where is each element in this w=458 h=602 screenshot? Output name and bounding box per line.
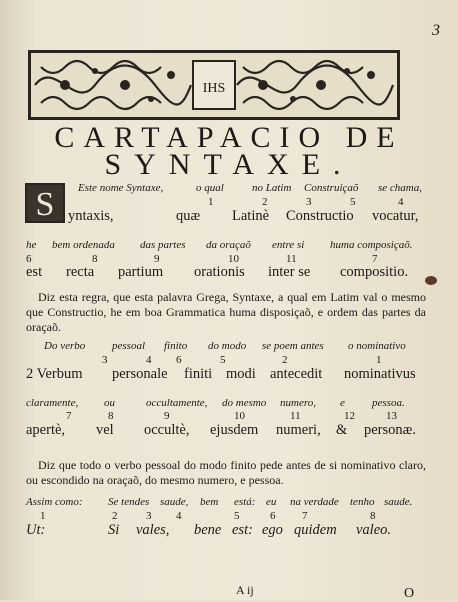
latin-word: personæ.	[364, 422, 416, 438]
gloss-word: se poem antes	[262, 340, 324, 352]
latin-word: Latinè	[232, 208, 270, 224]
gloss-word: ou	[104, 397, 115, 409]
latin-word: nominativus	[344, 366, 416, 382]
order-number: 10	[234, 410, 245, 422]
latin-word: modi	[226, 366, 256, 382]
signature-mark: A ij	[236, 583, 254, 597]
latin-word: compositio.	[340, 264, 409, 280]
latin-word: personale	[112, 366, 168, 382]
latin-word: numeri,	[276, 422, 321, 438]
gloss-word: tenho	[350, 496, 375, 508]
explanation-paragraph: Diz esta regra, que esta palavra Grega, Syntaxe, a qual em Latim val o mesmo que Constructio, he em boa Grammatica huma disposiçaõ, e ordem das partes da oraçaõ.	[26, 290, 426, 334]
latin-word: finiti	[184, 366, 213, 382]
gloss-word: entre si	[272, 239, 305, 251]
gloss-word: pessoal	[112, 340, 145, 352]
gloss-word: Do verbo	[44, 340, 86, 352]
order-number: 2	[282, 354, 288, 366]
gloss-word: eu	[266, 496, 277, 508]
order-number: 2	[112, 510, 118, 522]
gloss-word: na verdade	[290, 496, 339, 508]
latin-word: valeo.	[356, 522, 392, 538]
gloss-word: do mesmo	[222, 397, 267, 409]
gloss-word: Se tendes	[108, 496, 150, 508]
latin-word: quidem	[294, 522, 337, 538]
latin-word: vocatur,	[372, 208, 419, 224]
gloss-word: das partes	[140, 239, 186, 251]
explanation-paragraph: Diz que todo o verbo pessoal do modo finito pede antes de si nominativo claro, ou escondido na oraçaõ, do mesmo numero, e pessoa.	[26, 458, 426, 487]
ihs-monogram: IHS	[202, 81, 226, 96]
gloss-word: pessoa.	[372, 397, 405, 409]
gloss-word: finito	[164, 340, 188, 352]
order-number: 8	[92, 253, 98, 265]
latin-word: orationis	[194, 264, 245, 280]
order-number: 10	[228, 253, 239, 265]
latin-word: quæ	[176, 208, 201, 224]
floral-ornament-icon	[31, 53, 397, 117]
gloss-word: o qual	[196, 182, 224, 194]
order-number: 1	[40, 510, 46, 522]
order-number: 6	[26, 253, 32, 265]
gloss-word: Construiçaõ	[304, 182, 359, 194]
order-number: 4	[398, 196, 404, 208]
order-number: 2	[262, 196, 268, 208]
gloss-word: da oraçaõ	[206, 239, 251, 251]
latin-word: occultè,	[144, 422, 190, 438]
order-number: 1	[208, 196, 214, 208]
latin-word: apertè,	[26, 422, 66, 438]
order-number: 11	[290, 410, 301, 422]
latin-word: partium	[118, 264, 164, 280]
order-number: 6	[270, 510, 276, 522]
latin-word: inter se	[268, 264, 311, 280]
gloss-word: huma composiçaõ.	[330, 239, 413, 251]
gloss-word: no Latim	[252, 182, 292, 194]
latin-word: antecedit	[270, 366, 323, 382]
order-number: 8	[370, 510, 376, 522]
order-number: 5	[350, 196, 356, 208]
drop-cap: S	[25, 183, 65, 223]
page-title-line2: SYNTAXE.	[104, 148, 354, 181]
gloss-word: saude,	[160, 496, 189, 508]
order-number: 9	[164, 410, 170, 422]
latin-word: yntaxis,	[68, 208, 114, 224]
corner-mark: O	[404, 586, 415, 601]
latin-word: est	[26, 264, 43, 280]
order-number: 12	[344, 410, 355, 422]
gloss-word: saude.	[384, 496, 413, 508]
latin-word: ego	[262, 522, 283, 538]
latin-word: 2 Verbum	[26, 366, 83, 382]
order-number: 3	[102, 354, 108, 366]
latin-word: Constructio	[286, 208, 354, 224]
gloss-word: bem	[200, 496, 219, 508]
latin-word: Si	[108, 522, 120, 538]
order-number: 11	[286, 253, 297, 265]
gloss-word: está:	[234, 496, 256, 508]
order-number: 6	[176, 354, 182, 366]
order-number: 7	[302, 510, 308, 522]
latin-word: recta	[66, 264, 95, 280]
order-number: 7	[372, 253, 378, 265]
order-number: 3	[306, 196, 312, 208]
order-number: 5	[220, 354, 226, 366]
gloss-word: Este nome Syntaxe,	[78, 182, 164, 194]
gloss-word: he	[26, 239, 37, 251]
order-number: 13	[386, 410, 397, 422]
page-title-line1: CARTAPACIO DE	[54, 121, 404, 154]
gloss-word: e	[340, 397, 345, 409]
gloss-word: do modo	[208, 340, 247, 352]
latin-word: vel	[96, 422, 114, 438]
latin-word: bene	[194, 522, 222, 538]
latin-word: est:	[232, 522, 253, 538]
order-number: 3	[146, 510, 152, 522]
gloss-word: se chama,	[378, 182, 422, 194]
order-number: 5	[234, 510, 240, 522]
latin-word: ejusdem	[210, 422, 259, 438]
page-number: 3	[432, 22, 440, 39]
gloss-word: bem ordenada	[52, 239, 115, 251]
gloss-word: o nominativo	[348, 340, 406, 352]
decorative-headpiece	[28, 50, 400, 120]
gloss-word: numero,	[280, 397, 316, 409]
gloss-word: occultamente,	[146, 397, 208, 409]
order-number: 9	[154, 253, 160, 265]
order-number: 8	[108, 410, 114, 422]
order-number: 4	[146, 354, 152, 366]
ink-stain	[425, 276, 437, 285]
order-number: 4	[176, 510, 182, 522]
latin-word: vales,	[136, 522, 170, 538]
order-number: 7	[66, 410, 72, 422]
gloss-word: Assim como:	[26, 496, 83, 508]
latin-word: Ut:	[26, 522, 46, 538]
latin-word: &	[336, 422, 348, 438]
gloss-word: claramente,	[26, 397, 79, 409]
order-number: 1	[376, 354, 382, 366]
